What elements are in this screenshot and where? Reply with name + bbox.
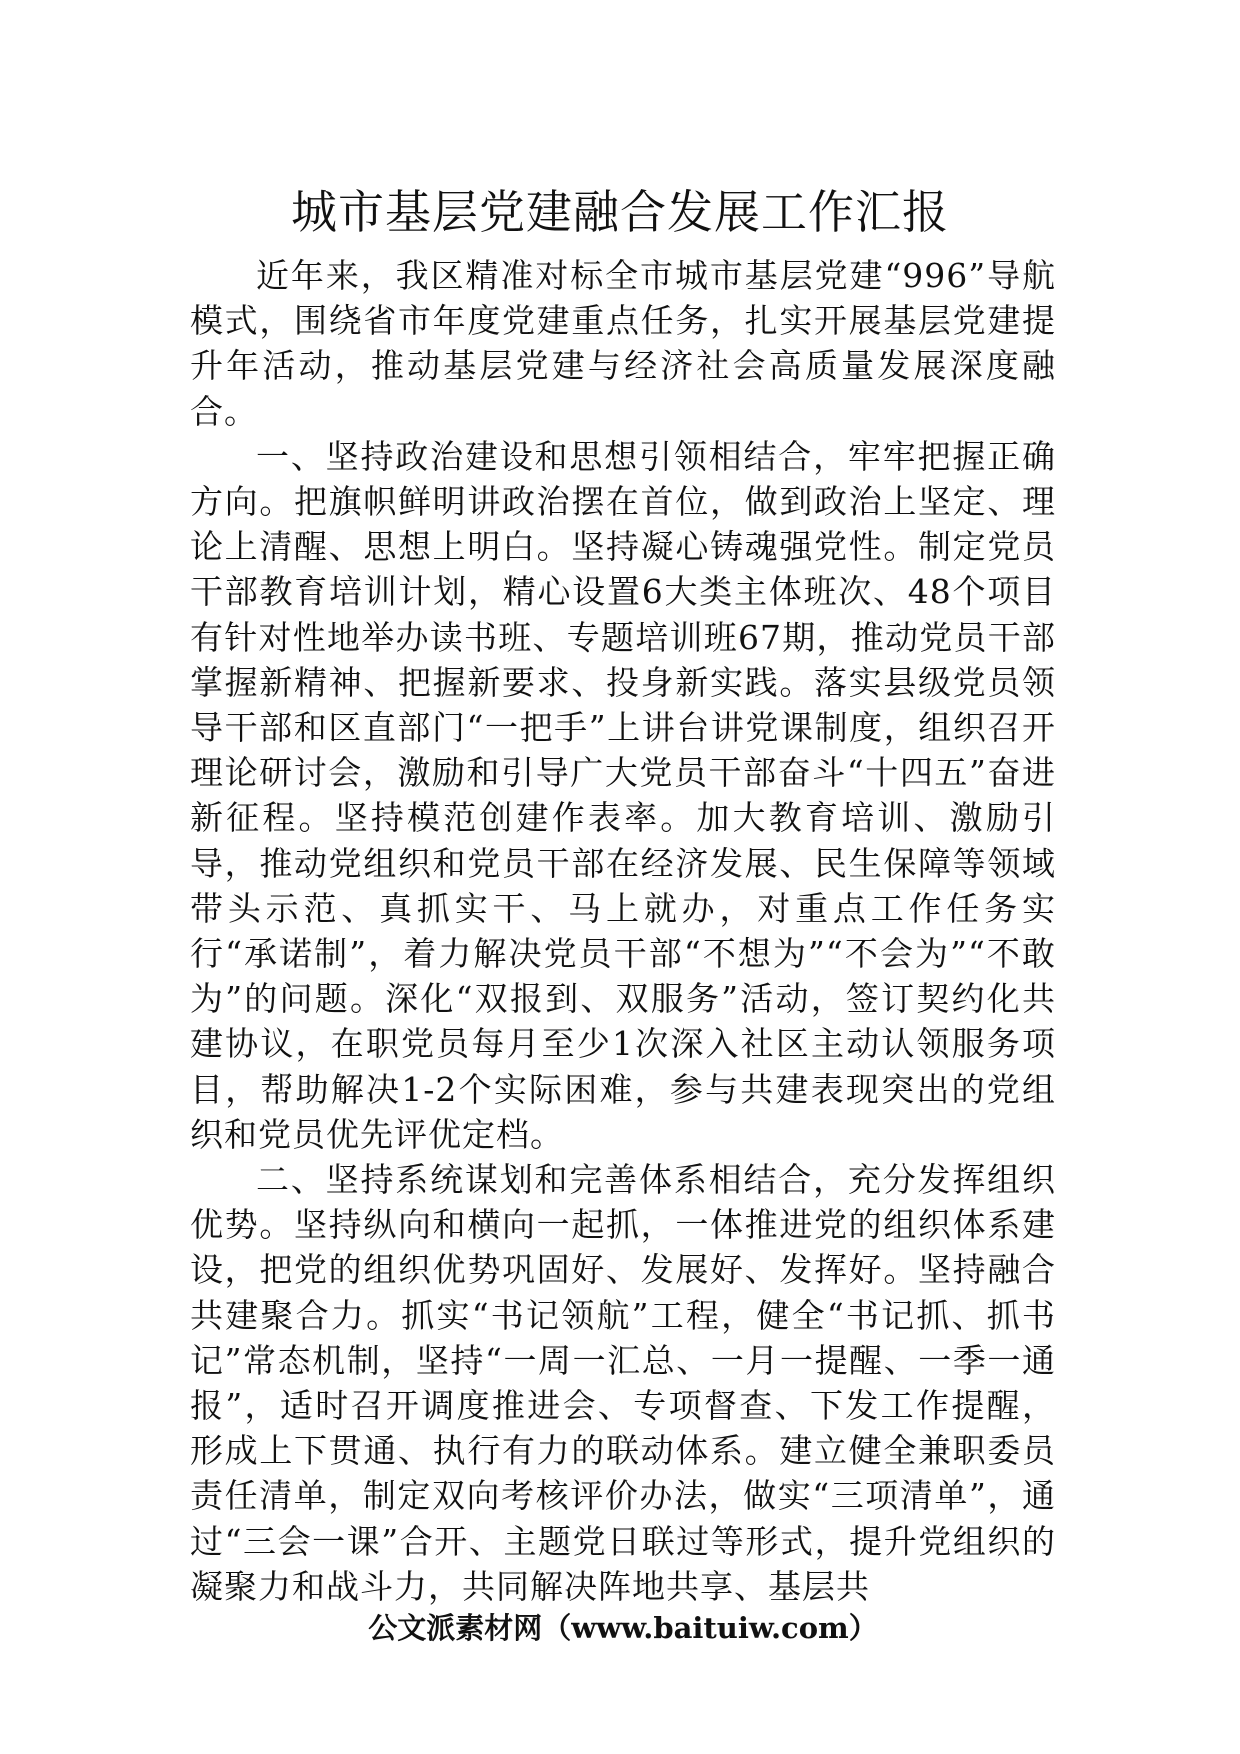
paragraph-section-2: 二、坚持系统谋划和完善体系相结合，充分发挥组织优势。坚持纵向和横向一起抓，一体推进党的组织体系建设，把党的组织优势巩固好、发展好、发挥好。坚持融合共建聚合力。抓实“书记领航”工程，健全“书记抓、抓书记”常态机制，坚持“一周一汇总、一月一提醒、一季一通报”，适时召开调度推进会、专项督查、下发工作提醒，形成上下贯通、执行有力的联动体系。建立健全兼职委员责任清单，制定双向考核评价办法，做实“三项清单”，通过“三会一课”合开、主题党日联过等形式，提升党组织的凝聚力和战斗力，共同解决阵地共享、基层共 xyxy=(190,1160,1056,1606)
paragraph-intro: 近年来，我区精准对标全市城市基层党建“996”导航模式，围绕省市年度党建重点任务，扎实开展基层党建提升年活动，推动基层党建与经济社会高质量发展深度融合。 xyxy=(190,256,1056,431)
document-title: 城市基层党建融合发展工作汇报 xyxy=(291,185,949,239)
paragraph-section-1: 一、坚持政治建设和思想引领相结合，牢牢把握正确方向。把旗帜鲜明讲政治摆在首位，做到政治上坚定、理论上清醒、思想上明白。坚持凝心铸魂强党性。制定党员干部教育培训计划，精心设置6大类主体班次、48个项目有针对性地举办读书班、专题培训班67期，推动党员干部掌握新精神、把握新要求、投身新实践。落实县级党员领导干部和区直部门“一把手”上讲台讲党课制度，组织召开理论研讨会，激励和引导广大党员干部奋斗“十四五”奋进新征程。坚持模范创建作表率。加大教育培训、激励引导，推动党组织和党员干部在经济发展、民生保障等领域带头示范、真抓实干、马上就办，对重点工作任务实行“承诺制”，着力解决党员干部“不想为”“不会为”“不敢为”的问题。深化“双报到、双服务”活动，签订契约化共建协议，在职党员每月至少1次深入社区主动认领服务项目，帮助解决1-2个实际困难，参与共建表现突出的党组织和党员优先评优定档。 xyxy=(190,436,1056,1154)
document-body xyxy=(190,253,1056,1609)
footer-watermark: 公文派素材网（www.baituiw.com） xyxy=(368,1611,878,1645)
